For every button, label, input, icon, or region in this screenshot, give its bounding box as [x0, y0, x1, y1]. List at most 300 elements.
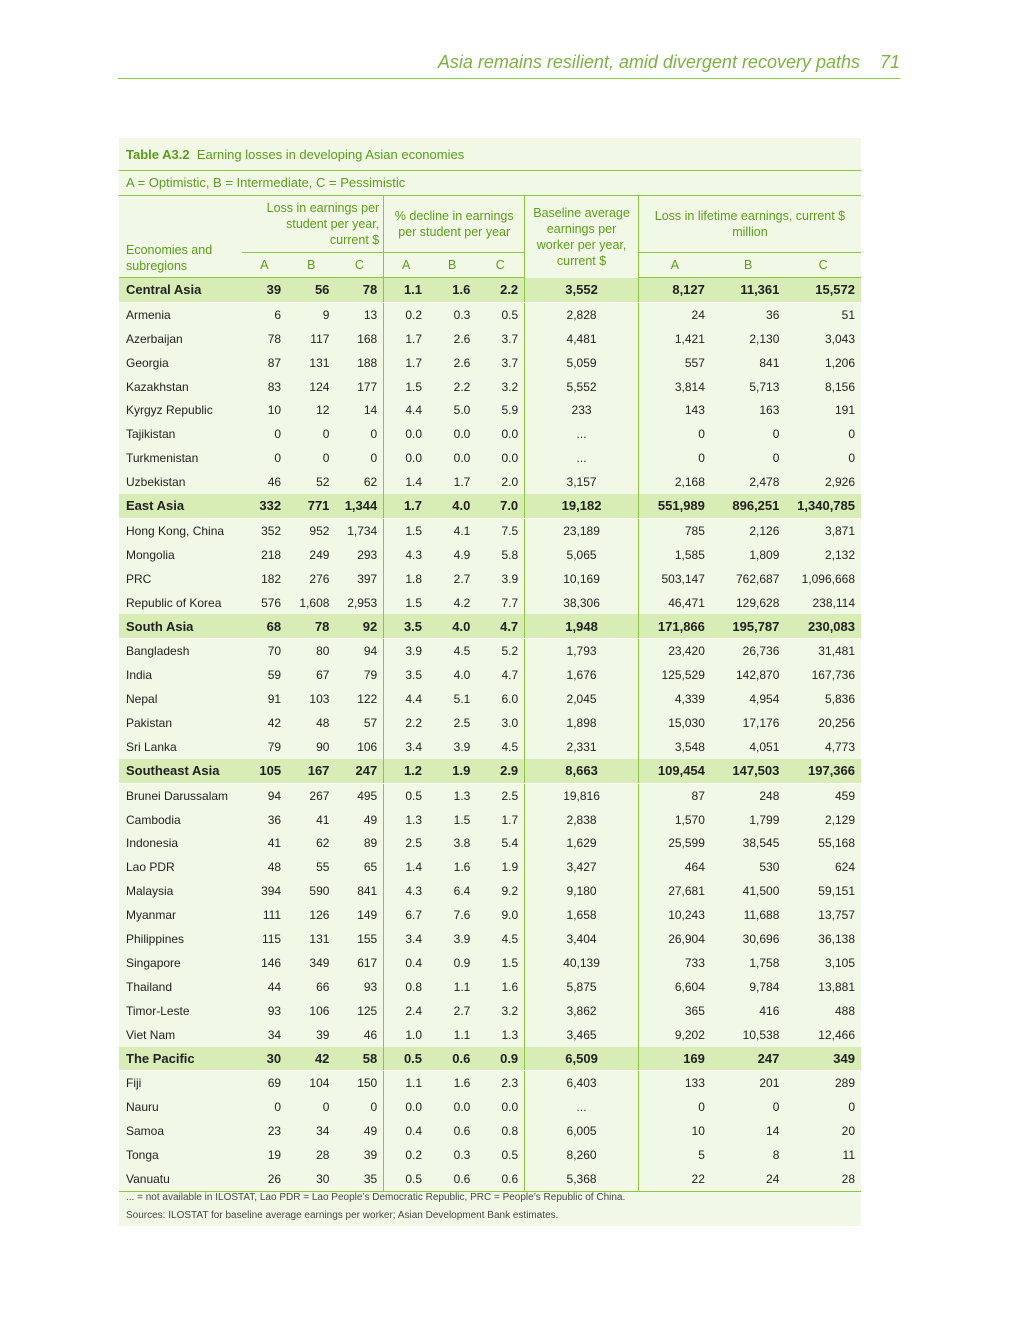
value-cell: 19,182 [525, 494, 639, 518]
value-cell: 188 [357, 355, 378, 370]
value-cell: 0 [638, 422, 710, 446]
header-pct-decline: % decline in earnings per student per year [384, 196, 525, 253]
value-cell: 841 [759, 355, 780, 370]
value-cell: 68 [242, 614, 287, 638]
value-cell: 1.2 [384, 759, 428, 783]
value-cell: 1,758 [749, 955, 780, 970]
value-cell: 9,202 [638, 1023, 710, 1047]
earnings-table [119, 196, 861, 1192]
value-cell: 3,814 [638, 375, 710, 399]
value-cell: 30,696 [742, 931, 780, 946]
value-cell: 38,306 [525, 591, 639, 615]
value-cell: 4.0 [428, 494, 476, 518]
value-cell: 65 [363, 860, 378, 875]
value-cell: 4,051 [749, 739, 780, 754]
value-cell: 488 [834, 1003, 855, 1018]
table-row [119, 1023, 861, 1047]
value-cell: 49 [363, 812, 378, 827]
value-cell: 41 [316, 812, 330, 827]
value-cell: 365 [638, 999, 710, 1023]
economy-name: Sri Lanka [126, 739, 177, 754]
value-cell: 3.7 [501, 331, 519, 346]
value-cell: 1.7 [384, 494, 428, 518]
value-cell: 0.3 [453, 1148, 471, 1162]
value-cell: 2.5 [501, 788, 519, 803]
value-cell: 78 [287, 614, 335, 638]
value-cell: 17,176 [742, 715, 780, 730]
value-cell: 0.0 [453, 1100, 471, 1115]
value-cell: 6,403 [525, 1071, 639, 1095]
table-row [119, 639, 861, 663]
value-cell: 58 [335, 1047, 383, 1071]
value-cell: 191 [834, 403, 855, 418]
value-cell: 0 [274, 427, 282, 442]
table-row [119, 999, 861, 1023]
value-cell: 5.9 [501, 403, 519, 418]
value-cell: 4.0 [428, 614, 476, 638]
value-cell: 49 [363, 1124, 378, 1139]
table-row [119, 735, 861, 759]
value-cell: 0.0 [384, 1095, 428, 1119]
value-cell: 91 [267, 692, 282, 707]
table-row [119, 327, 861, 351]
value-cell: 20 [841, 1124, 855, 1139]
table-row [119, 1071, 861, 1095]
value-cell: 3.9 [453, 739, 471, 754]
value-cell: 124 [309, 379, 330, 394]
value-cell: 143 [638, 398, 710, 422]
header-loss-per-student: Loss in earnings per student per year, current $ [266, 201, 380, 247]
value-cell: 13 [363, 307, 378, 322]
value-cell: 4.4 [384, 398, 428, 422]
table-notes [126, 1189, 625, 1225]
economy-name: Thailand [126, 979, 173, 994]
economy-name: Philippines [126, 931, 185, 946]
value-cell: 46 [267, 475, 282, 490]
economy-name: Singapore [126, 955, 181, 970]
economy-name: Brunei Darussalam [126, 788, 229, 803]
value-cell: 1.8 [384, 567, 428, 591]
value-cell: 3.2 [501, 1003, 519, 1018]
table-row [119, 543, 861, 567]
value-cell: 131 [309, 355, 330, 370]
table-row [119, 831, 861, 855]
value-cell: 41 [267, 836, 282, 851]
value-cell: 6,005 [525, 1119, 639, 1143]
value-cell: 9,180 [525, 879, 639, 903]
value-cell: 38,545 [742, 836, 780, 851]
value-cell: 1.4 [384, 470, 428, 494]
value-cell: 109,454 [638, 759, 710, 783]
value-cell: 1.7 [384, 351, 428, 375]
value-cell: 171,866 [638, 614, 710, 638]
economy-name: Kazakhstan [126, 379, 189, 394]
value-cell: 1,629 [525, 831, 639, 855]
table-legend [119, 170, 861, 196]
subheader-c: C [335, 253, 383, 278]
value-cell: 11,688 [743, 908, 780, 923]
value-cell: 5.2 [501, 644, 519, 659]
value-cell: 1.9 [428, 759, 476, 783]
value-cell: 0.0 [384, 422, 428, 446]
value-cell: 46 [363, 1027, 378, 1042]
table-body [119, 278, 861, 1192]
value-cell: 0.0 [501, 1100, 519, 1115]
value-cell: 4.3 [384, 543, 428, 567]
value-cell: 0.9 [453, 955, 471, 970]
table-row [119, 711, 861, 735]
value-cell: 103 [309, 692, 330, 707]
value-cell: 4.3 [384, 879, 428, 903]
table-row [119, 567, 861, 591]
economy-name: Mongolia [126, 547, 175, 562]
value-cell: 352 [261, 523, 282, 538]
value-cell: 0.6 [428, 1167, 476, 1191]
value-cell: 3.5 [384, 614, 428, 638]
value-cell: 55 [316, 860, 330, 875]
value-cell: 149 [357, 908, 378, 923]
value-cell: 5,552 [525, 375, 639, 399]
value-cell: 13,881 [818, 979, 855, 994]
value-cell: 122 [357, 692, 378, 707]
value-cell: 14 [766, 1124, 780, 1139]
economy-name: Republic of Korea [126, 595, 222, 610]
value-cell: 182 [261, 571, 282, 586]
value-cell: 495 [357, 788, 378, 803]
value-cell: 771 [287, 494, 335, 518]
value-cell: 1.7 [384, 327, 428, 351]
value-cell: 197,366 [785, 759, 861, 783]
value-cell: 8,260 [525, 1143, 639, 1167]
value-cell: ... [525, 422, 639, 446]
table-row [119, 927, 861, 951]
value-cell: 2,129 [824, 812, 855, 827]
value-cell: 22 [638, 1167, 710, 1191]
note-abbreviations: ... = not available in ILOSTAT, Lao PDR = Lao People’s Democratic Republic, PRC = People’s Republic of China. [126, 1192, 626, 1203]
table-caption [119, 138, 861, 171]
value-cell: 42 [287, 1047, 335, 1071]
value-cell: 117 [310, 331, 330, 346]
value-cell: 6 [274, 307, 282, 322]
value-cell: 1.1 [384, 278, 428, 303]
value-cell: 2,168 [638, 470, 710, 494]
value-cell: 31,481 [818, 644, 855, 659]
value-cell: 1,948 [525, 614, 639, 638]
value-cell: 2.5 [384, 831, 428, 855]
value-cell: 1.6 [501, 979, 519, 994]
value-cell: 48 [316, 715, 330, 730]
value-cell: 1,421 [638, 327, 710, 351]
value-cell: 10,243 [638, 903, 710, 927]
region-row [119, 614, 861, 638]
value-cell: 0 [322, 427, 330, 442]
value-cell: 416 [759, 1003, 780, 1018]
value-cell: 79 [267, 739, 282, 754]
table-row [119, 351, 861, 375]
value-cell: 0.5 [384, 1167, 428, 1191]
value-cell: 24 [638, 302, 710, 326]
value-cell: 459 [834, 788, 855, 803]
value-cell: 27,681 [638, 879, 710, 903]
value-cell: 5,065 [525, 543, 639, 567]
value-cell: 163 [759, 403, 780, 418]
value-cell: 1.0 [384, 1023, 428, 1047]
value-cell: 2.2 [476, 278, 524, 303]
value-cell: 2,926 [824, 475, 855, 490]
value-cell: 2,331 [525, 735, 639, 759]
economy-name: Indonesia [126, 836, 179, 851]
value-cell: 218 [261, 547, 282, 562]
value-cell: 5,713 [749, 379, 780, 394]
value-cell: 11 [842, 1148, 855, 1162]
table-row [119, 879, 861, 903]
economy-name: Myanmar [126, 908, 177, 923]
value-cell: 1.1 [453, 1027, 471, 1042]
value-cell: 5,368 [525, 1167, 639, 1191]
value-cell: 66 [316, 979, 330, 994]
subheader-b: B [287, 253, 335, 278]
value-cell: 733 [638, 951, 710, 975]
value-cell: 2.2 [384, 711, 428, 735]
region-row [119, 494, 861, 518]
value-cell: 23,420 [638, 639, 710, 663]
value-cell: 106 [357, 739, 378, 754]
value-cell: 238,114 [812, 595, 855, 610]
value-cell: 26,736 [742, 644, 780, 659]
value-cell: 79 [363, 668, 378, 683]
value-cell: 1.3 [501, 1027, 519, 1042]
value-cell: 7.5 [501, 523, 519, 538]
value-cell: 349 [309, 955, 330, 970]
subheader-b: B [428, 253, 476, 278]
table-panel [119, 138, 861, 1226]
value-cell: 25,599 [638, 831, 710, 855]
value-cell: 397 [357, 571, 378, 586]
value-cell: 3.9 [384, 639, 428, 663]
value-cell: 24 [711, 1167, 785, 1191]
value-cell: 62 [316, 836, 330, 851]
value-cell: 1,344 [335, 494, 383, 518]
value-cell: 0.9 [476, 1047, 524, 1071]
value-cell: 1,676 [525, 663, 639, 687]
value-cell: 146 [261, 955, 282, 970]
value-cell: 8,663 [525, 759, 639, 783]
value-cell: 6,509 [525, 1047, 639, 1071]
table-row [119, 518, 861, 542]
value-cell: 0.5 [501, 1148, 519, 1162]
value-cell: 105 [242, 759, 287, 783]
value-cell: 4,954 [749, 692, 780, 707]
value-cell: 125 [357, 1003, 378, 1018]
value-cell: 896,251 [711, 494, 785, 518]
value-cell: 10,538 [742, 1027, 780, 1042]
value-cell: 1,608 [299, 595, 330, 610]
value-cell: 576 [261, 595, 282, 610]
value-cell: 52 [316, 475, 330, 490]
value-cell: 3,552 [525, 278, 639, 303]
value-cell: 1,734 [347, 523, 378, 538]
value-cell: 5.8 [501, 547, 519, 562]
value-cell: 3,043 [824, 331, 855, 346]
value-cell: 15,030 [638, 711, 710, 735]
value-cell: 55,168 [818, 836, 855, 851]
economy-name: Turkmenistan [126, 451, 199, 466]
value-cell: 2.5 [453, 715, 471, 730]
running-head-title: Asia remains resilient, amid divergent recovery paths [437, 52, 860, 72]
value-cell: 8 [772, 1148, 780, 1162]
value-cell: 8,156 [824, 379, 855, 394]
value-cell: 0.5 [384, 783, 428, 807]
value-cell: 1,206 [824, 355, 855, 370]
value-cell: 7.0 [476, 494, 524, 518]
legend-text: A = Optimistic, B = Intermediate, C = Pessimistic [126, 175, 406, 190]
value-cell: 3.7 [501, 355, 519, 370]
value-cell: 36 [766, 307, 780, 322]
value-cell: 4,773 [824, 739, 855, 754]
value-cell: 125,529 [638, 663, 710, 687]
value-cell: 2,126 [749, 523, 780, 538]
value-cell: 34 [316, 1124, 330, 1139]
value-cell: 59,151 [818, 884, 855, 899]
value-cell: 841 [357, 884, 378, 899]
value-cell: 40,139 [525, 951, 639, 975]
value-cell: 62 [363, 475, 378, 490]
value-cell: 83 [267, 379, 282, 394]
value-cell: 530 [759, 860, 780, 875]
value-cell: 34 [267, 1027, 282, 1042]
table-row [119, 687, 861, 711]
value-cell: 6,604 [638, 975, 710, 999]
subheader-c: C [476, 253, 524, 278]
value-cell: 169 [638, 1047, 710, 1071]
value-cell: 4.5 [453, 644, 471, 659]
value-cell: 0.6 [428, 1047, 476, 1071]
value-cell: 4.9 [453, 547, 471, 562]
value-cell: 0.5 [384, 1047, 428, 1071]
value-cell: 147,503 [711, 759, 785, 783]
value-cell: 4.5 [501, 931, 519, 946]
value-cell: 557 [638, 351, 710, 375]
table-row [119, 783, 861, 807]
economy-name: Vanuatu [119, 1167, 242, 1191]
table-row [119, 591, 861, 615]
value-cell: 39 [316, 1027, 330, 1042]
value-cell: 20,256 [818, 715, 855, 730]
value-cell: 1,898 [525, 711, 639, 735]
value-cell: 2.9 [476, 759, 524, 783]
value-cell: 1.6 [428, 278, 476, 303]
table-row [119, 446, 861, 470]
value-cell: 10,169 [525, 567, 639, 591]
economy-name: Viet Nam [126, 1027, 176, 1042]
value-cell: 69 [267, 1076, 282, 1091]
subheader-a: A [384, 253, 428, 278]
region-row [119, 278, 861, 303]
economy-name: Pakistan [126, 715, 173, 730]
value-cell: 57 [363, 715, 378, 730]
value-cell: 3,157 [525, 470, 639, 494]
table-row [119, 398, 861, 422]
value-cell: 617 [357, 955, 378, 970]
value-cell: 195,787 [711, 614, 785, 638]
value-cell: 9.2 [501, 884, 519, 899]
value-cell: 349 [785, 1047, 861, 1071]
table-label: Table A3.2 [126, 147, 190, 162]
value-cell: 0 [848, 1100, 855, 1115]
value-cell: 19,816 [525, 783, 639, 807]
table-row [119, 855, 861, 879]
value-cell: 15,572 [785, 278, 861, 303]
value-cell: 624 [834, 860, 855, 875]
value-cell: 0 [370, 1100, 378, 1115]
value-cell: 0 [274, 1100, 282, 1115]
value-cell: 56 [287, 278, 335, 303]
value-cell: 30 [287, 1167, 335, 1191]
value-cell: 51 [841, 307, 855, 322]
economy-name: Nepal [126, 692, 158, 707]
value-cell: 3,862 [525, 999, 639, 1023]
table-row [119, 470, 861, 494]
value-cell: 247 [711, 1047, 785, 1071]
value-cell: 248 [759, 788, 780, 803]
value-cell: 92 [335, 614, 383, 638]
value-cell: 14 [363, 403, 378, 418]
value-cell: 2,828 [525, 302, 639, 326]
value-cell: 93 [267, 1003, 282, 1018]
value-cell: 0.4 [384, 1119, 428, 1143]
value-cell: 464 [638, 855, 710, 879]
region-row [119, 1047, 861, 1071]
value-cell: 6.0 [501, 692, 519, 707]
subheader-c: C [785, 253, 861, 278]
value-cell: 2.7 [453, 1003, 471, 1018]
value-cell: 94 [363, 644, 378, 659]
value-cell: 2,478 [749, 475, 780, 490]
value-cell: 4,339 [638, 687, 710, 711]
value-cell: 1.5 [501, 955, 519, 970]
value-cell: 1,096,668 [801, 571, 855, 586]
value-cell: 3.4 [384, 927, 428, 951]
value-cell: 9,784 [749, 979, 780, 994]
economy-name: Fiji [126, 1076, 142, 1091]
running-head [118, 50, 900, 79]
value-cell: 26,904 [638, 927, 710, 951]
value-cell: 230,083 [785, 614, 861, 638]
value-cell: 133 [638, 1071, 710, 1095]
value-cell: 94 [267, 788, 282, 803]
economy-name: Tonga [126, 1148, 159, 1162]
value-cell: 177 [357, 379, 378, 394]
value-cell: 87 [267, 355, 282, 370]
value-cell: 3.5 [384, 663, 428, 687]
value-cell: 12 [316, 403, 330, 418]
value-cell: 249 [309, 547, 330, 562]
value-cell: 0.0 [453, 427, 471, 442]
value-cell: 23,189 [525, 518, 639, 542]
value-cell: 0 [370, 451, 378, 466]
value-cell: 10 [638, 1119, 710, 1143]
value-cell: 2.6 [453, 331, 471, 346]
value-cell: 1.5 [384, 375, 428, 399]
value-cell: 0 [322, 451, 330, 466]
table-row [119, 375, 861, 399]
value-cell: 7.7 [501, 595, 519, 610]
value-cell: 167,736 [811, 668, 855, 683]
value-cell: 142,870 [735, 668, 780, 683]
value-cell: 67 [316, 668, 330, 683]
value-cell: 1,570 [638, 808, 710, 832]
value-cell: 0.4 [384, 951, 428, 975]
